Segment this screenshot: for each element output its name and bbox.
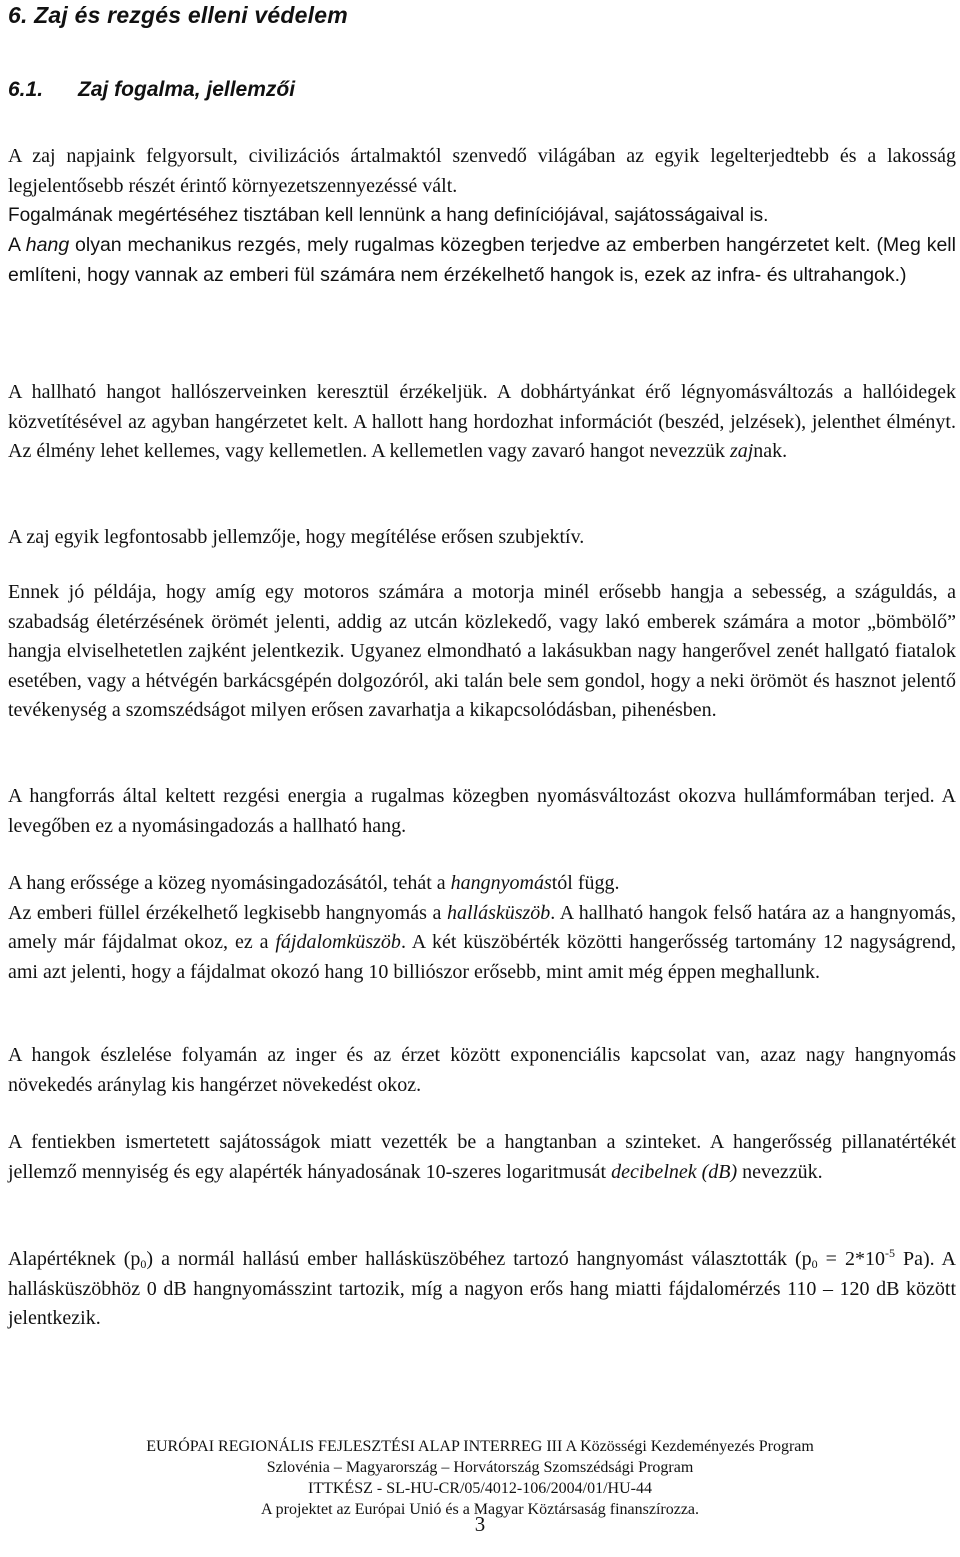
text-run: A hallható hangot hallószerveinken keresztül érzékeljük. A dobhártyánkat érő légnyomásváltozás a hallóidegek közvetítésével az agyban hangérzetet kelt. A hallott hang hordozhat információt (beszéd, jelzések), jelenthet élményt. Az élmény lehet kellemes, vagy kellemetlen. A kellemetlen vagy zavaró hangot nevezzük (8, 381, 956, 462)
text-run: = 2*10 (817, 1248, 885, 1270)
text-run: . A hallható hangok felső határa az a hangnyomás, amely már fájdalmat okoz, ez a (8, 901, 956, 953)
section-title: Zaj fogalma, jellemzői (78, 78, 296, 101)
paragraph-perception: A hangok észlelése folyamán az inger és az érzet között exponenciális kapcsolat van, azaz nagy hangnyomás növekedés aránylag kis hangérzet növekedést okoz. (8, 1044, 956, 1096)
text-run: Pa). A hallásküszöbhöz 0 dB hangnyomásszint tartozik, míg a nagyon erős hang miatti fájdalomérzés 110 – 120 dB között jelentkezik. (8, 1248, 956, 1329)
page-number: 3 (474, 1512, 486, 1536)
footer (0, 1436, 960, 1520)
emphasis-zaj: zaj (729, 440, 754, 462)
emphasis-hang: hang (25, 234, 70, 256)
text-run: A (8, 234, 26, 256)
text-run: A hang erőssége a közeg nyomásingadozásától, tehát a (8, 872, 451, 894)
paragraph-hang-definition (8, 231, 956, 290)
text-run: olyan mechanikus rezgés, mely rugalmas közegben terjedve az emberben hangérzetet kelt. (Meg kell említeni, hogy vannak az emberi fül számára nem érzékelhető hangok is, ezek az infra- és ultrahangok.) (8, 234, 956, 286)
text-run: A fentiekben ismertetett sajátosságok miatt vezették be a hangtanban a szinteket. A hangerősség pillanatértékét jellemző mennyiség és egy alapérték hányadosának 10-szeres logaritmusát (8, 1131, 956, 1183)
paragraph-intro (8, 142, 956, 231)
section-heading (8, 78, 295, 102)
emphasis-decibel: decibelnek (dB) (611, 1160, 738, 1183)
paragraph-subjective: A zaj egyik legfontosabb jellemzője, hogy megítélése erősen szubjektív. (8, 526, 585, 548)
footer-line: ITTKÉSZ - SL-HU-CR/05/4012-106/2004/01/HU-44 (308, 1480, 652, 1497)
footer-line: EURÓPAI REGIONÁLIS FEJLESZTÉSI ALAP INTERREG III A Közösségi Kezdeményezés Program (146, 1438, 814, 1455)
emphasis-hangnyomas: hangnyomás (450, 872, 552, 894)
paragraph-decibel (8, 1128, 956, 1187)
paragraph-intro-sans: Fogalmának megértéséhez tisztában kell lennünk a hang definíciójával, sajátosságaival is. (8, 205, 769, 226)
text-run: Az emberi füllel érzékelhető legkisebb hangnyomás a (8, 901, 447, 924)
section-number: 6.1. (8, 78, 44, 101)
text-run: nak. (753, 440, 788, 462)
paragraph-intro-main: A zaj napjaink felgyorsult, civilizációs ártalmaktól szenvedő világában az egyik legelterjedtebb és a lakosság legjelentősebb részét érintő környezetszennyezéssé vált. (8, 145, 956, 197)
chapter-heading: 6. Zaj és rezgés elleni védelem (8, 2, 348, 28)
subscript: 0 (140, 1257, 147, 1271)
emphasis-fajdalomkuszob: fájdalomküszöb (275, 931, 401, 953)
emphasis-hallaskuszob: hallásküszöb (446, 901, 551, 924)
text-run: tól függ. (551, 872, 620, 894)
footer-line: A projektet az Európai Unió és a Magyar Köztársaság finanszírozza. (260, 1501, 700, 1518)
text-run: Alapértéknek (p (8, 1248, 141, 1270)
footer-line: Szlovénia – Magyarország – Horvátország Szomszédsági Program (266, 1459, 694, 1476)
text-run: . A két küszöbérték közötti hangerősség tartomány 12 nagyságrend, ami azt jelenti, hogy a fájdalmat okozó hang 10 billiószor erősebb, mint amit még éppen meghallunk. (8, 931, 956, 983)
paragraph-reference (8, 1245, 956, 1334)
paragraph-pressure (8, 869, 956, 987)
text-run: nevezzük. (737, 1160, 823, 1183)
paragraph-wave: A hangforrás által keltett rezgési energia a rugalmas közegben nyomásváltozást okozva hullámformában terjed. A levegőben ez a nyomásingadozás a hallható hang. (8, 785, 956, 837)
superscript: -5 (884, 1246, 895, 1260)
paragraph-hearing (8, 378, 956, 467)
subscript: 0 (811, 1257, 818, 1271)
paragraph-example: Ennek jó példája, hogy amíg egy motoros számára a motorja minél erősebb hangja a sebesség, a száguldás, a szabadság életérzésének örömét jelenti, addig az utcán közlekedő, vagy lakó emberek számára a motor „bömbölő” hangja elviselhetetlen zajként jelentkezik. Ugyanez elmondható a lakásukban nagy hangerővel zenét hallgató fiatalok esetében, vagy a hétvégén barkácsgépén dolgozóról, aki talán bele sem gondol, hogy a neki örömöt és hasznot jelentő tevékenység a szomszédságot milyen erősen zavarhatja a kikapcsolódásban, pihenésben. (8, 581, 956, 721)
text-run: ) a normál hallású ember hallásküszöbéhez tartozó hangnyomást választották (p (146, 1248, 812, 1270)
